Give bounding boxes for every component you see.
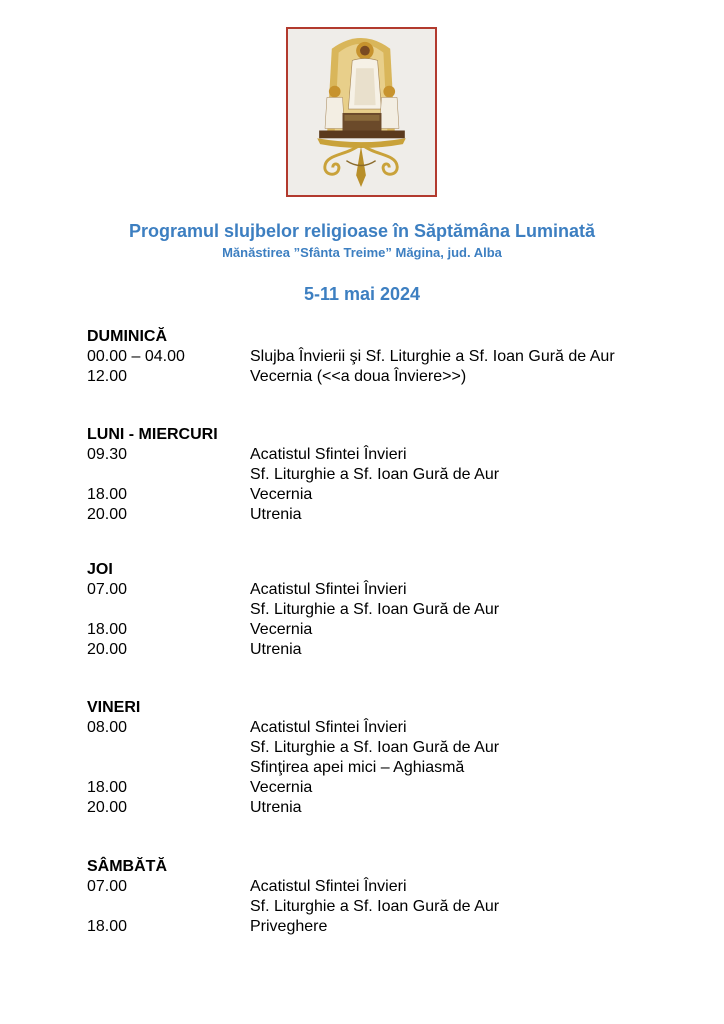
day-heading: DUMINICĂ [87, 328, 167, 345]
service-cell: Sf. Liturghie a Sf. Ioan Gură de Aur [250, 898, 500, 915]
date-range: 5-11 mai 2024 [303, 284, 421, 304]
day-heading: LUNI - MIERCURI [87, 426, 218, 443]
schedule-section-monday-wednesday [87, 425, 687, 525]
schedule-row [87, 758, 687, 778]
service-cell: Sfinţirea apei mici – Aghiasmă [250, 759, 465, 776]
time-cell: 08.00 [87, 719, 128, 736]
time-cell: 07.00 [87, 581, 128, 598]
day-heading: SÂMBĂTĂ [87, 858, 167, 875]
service-cell: Vecernia (<<a doua Înviere>>) [250, 368, 467, 385]
time-cell [87, 758, 250, 778]
schedule-row [87, 580, 687, 600]
resurrection-icon [286, 27, 437, 197]
service-cell: Acatistul Sfintei Învieri [250, 878, 407, 895]
service-cell: Sf. Liturghie a Sf. Ioan Gură de Aur [250, 601, 500, 618]
schedule-row [87, 917, 687, 937]
schedule-section-friday [87, 698, 687, 818]
schedule-row [87, 505, 687, 525]
schedule-row [87, 798, 687, 818]
schedule-row [87, 877, 687, 897]
schedule-row [87, 465, 687, 485]
time-cell: 18.00 [87, 486, 128, 503]
service-cell: Sf. Liturghie a Sf. Ioan Gură de Aur [250, 466, 500, 483]
time-cell: 20.00 [87, 641, 128, 658]
service-cell: Priveghere [250, 918, 328, 935]
schedule-row [87, 718, 687, 738]
time-cell: 07.00 [87, 878, 128, 895]
time-cell: 20.00 [87, 506, 128, 523]
time-cell: 09.30 [87, 446, 128, 463]
service-cell: Sf. Liturghie a Sf. Ioan Gură de Aur [250, 739, 500, 756]
time-cell [87, 465, 250, 485]
schedule-row [87, 367, 687, 387]
time-cell: 12.00 [87, 368, 128, 385]
time-cell: 00.00 – 04.00 [87, 348, 185, 365]
schedule-row [87, 445, 687, 465]
time-cell [87, 897, 250, 917]
service-cell: Vecernia [250, 621, 313, 638]
service-cell: Slujba Învierii şi Sf. Liturghie a Sf. Ioan Gură de Aur [250, 348, 615, 365]
page-subtitle: Mănăstirea ”Sfânta Treime” Măgina, jud. Alba [222, 245, 502, 260]
time-cell [87, 600, 250, 620]
service-cell: Vecernia [250, 486, 313, 503]
service-cell: Acatistul Sfintei Învieri [250, 581, 407, 598]
schedule-row [87, 640, 687, 660]
schedule-row [87, 897, 687, 917]
time-cell: 18.00 [87, 779, 128, 796]
service-cell: Utrenia [250, 506, 302, 523]
service-cell: Vecernia [250, 779, 313, 796]
schedule-row [87, 738, 687, 758]
day-heading: JOI [87, 561, 113, 578]
schedule-section-sunday [87, 327, 687, 387]
page-title: Programul slujbelor religioase în Săptămâna Luminată [128, 221, 596, 241]
time-cell: 20.00 [87, 799, 128, 816]
schedule-row [87, 778, 687, 798]
schedule-section-thursday [87, 560, 687, 660]
time-cell: 18.00 [87, 621, 128, 638]
time-cell [87, 738, 250, 758]
schedule-row [87, 347, 687, 367]
service-cell: Acatistul Sfintei Învieri [250, 719, 407, 736]
schedule-row [87, 620, 687, 640]
schedule-row [87, 485, 687, 505]
day-heading: VINERI [87, 699, 141, 716]
service-cell: Utrenia [250, 799, 302, 816]
schedule-row [87, 600, 687, 620]
service-cell: Acatistul Sfintei Învieri [250, 446, 407, 463]
schedule-section-saturday [87, 857, 687, 937]
time-cell: 18.00 [87, 918, 128, 935]
service-cell: Utrenia [250, 641, 302, 658]
